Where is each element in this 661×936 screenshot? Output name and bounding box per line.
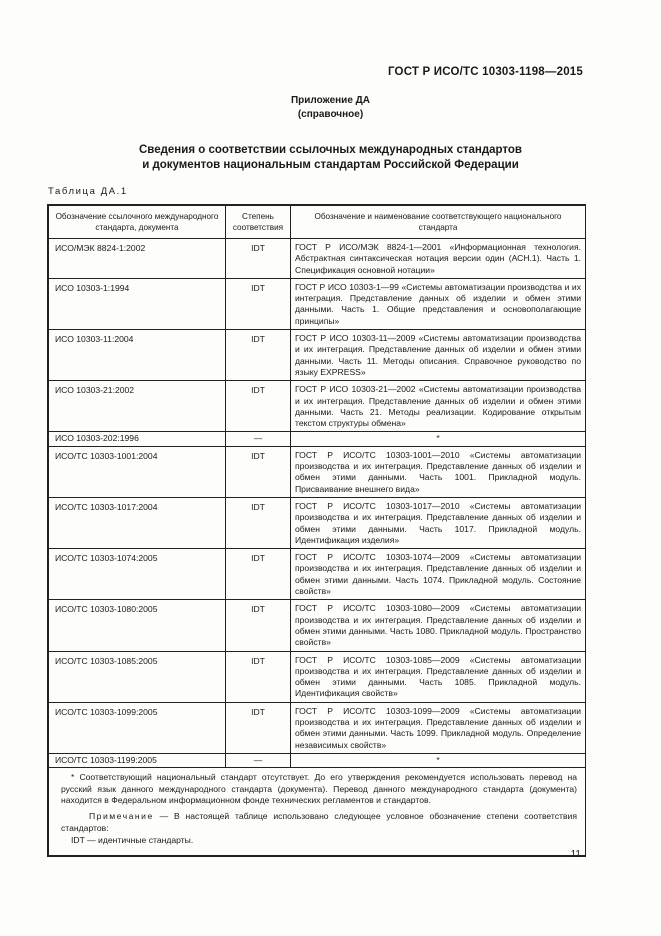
cell-national: ГОСТ Р ИСО/ТС 10303-1001—2010 «Системы автоматизации производства и их интеграция. Представление данных об изделии и обмен этими данными. Часть 1001. Прикладной модуль. Присваивание внешнего вида» [291, 446, 586, 497]
appendix-title: Приложение ДА [290, 95, 371, 106]
cell-national: * [291, 432, 586, 446]
table-body [49, 239, 586, 856]
correspondence-table [47, 204, 586, 857]
cell-degree: IDT [226, 497, 291, 548]
table-row [49, 381, 586, 432]
table-note [61, 811, 577, 834]
cell-degree: IDT [226, 381, 291, 432]
table-row [49, 702, 586, 753]
page-number: 11 [570, 849, 581, 860]
table-row [49, 239, 586, 279]
note-idt-definition: IDT — идентичные стандарты. [71, 835, 194, 846]
table-row [49, 497, 586, 548]
table-row [49, 549, 586, 600]
cell-degree: IDT [226, 446, 291, 497]
cell-reference: ИСО 10303-21:2002 [49, 381, 226, 432]
cell-reference: ИСО/ТС 10303-1017:2004 [49, 497, 226, 548]
cell-national: * [291, 753, 586, 767]
cell-reference: ИСО/ТС 10303-1099:2005 [49, 702, 226, 753]
cell-degree: IDT [226, 651, 291, 702]
table-row [49, 278, 586, 329]
header-reference: Обозначение ссылочного международного стандарта, документа [49, 206, 226, 239]
cell-reference: ИСО 10303-202:1996 [49, 432, 226, 446]
table-header-row [49, 206, 586, 239]
note-label: Примечание [89, 811, 154, 822]
cell-national: ГОСТ Р ИСО/ТС 10303-1080—2009 «Системы автоматизации производства и их интеграция. Представление данных об изделии и обмен этими данными. Часть 1080. Прикладной модуль. Пространство свойств» [291, 600, 586, 651]
cell-reference: ИСО/ТС 10303-1199:2005 [49, 753, 226, 767]
cell-national: ГОСТ Р ИСО/ТС 10303-1017—2010 «Системы автоматизации производства и их интеграция. Представление данных об изделии и обмен этими данными. Часть 1017. Прикладной модуль. Идентификация изделия» [291, 497, 586, 548]
cell-reference: ИСО/ТС 10303-1001:2004 [49, 446, 226, 497]
cell-national: ГОСТ Р ИСО/ТС 10303-1085—2009 «Системы автоматизации производства и их интеграция. Представление данных об изделии и обмен этими данными. Часть 1085. Прикладной модуль. Идентификация свойств» [291, 651, 586, 702]
cell-national: ГОСТ Р ИСО/МЭК 8824-1—2001 «Информационная технология. Абстрактная синтаксическая нотация версии один (АСН.1). Часть 1. Спецификация основной нотации» [291, 239, 586, 279]
header-national: Обозначение и наименование соответствующего национального стандарта [291, 206, 586, 239]
table-label: Таблица ДА.1 [48, 186, 128, 197]
note-text: — В настоящей таблице использовано следующее условное обозначение степени соответствия стандартов: [61, 811, 577, 833]
appendix-heading [0, 94, 661, 122]
table-row [49, 330, 586, 381]
cell-reference: ИСО 10303-11:2004 [49, 330, 226, 381]
cell-reference: ИСО 10303-1:1994 [49, 278, 226, 329]
cell-degree: — [226, 432, 291, 446]
table-footer-row [49, 768, 586, 855]
table-row [49, 651, 586, 702]
table-row [49, 432, 586, 446]
table-footnote-block [49, 768, 585, 854]
cell-reference: ИСО/ТС 10303-1080:2005 [49, 600, 226, 651]
section-title-line2: и документов национальным стандартам Российской Федерации [142, 159, 519, 171]
header-degree: Степень соответствия [226, 206, 291, 239]
table-row [49, 753, 586, 767]
table-row [49, 600, 586, 651]
section-title [0, 143, 661, 173]
cell-degree: IDT [226, 239, 291, 279]
cell-reference: ИСО/МЭК 8824-1:2002 [49, 239, 226, 279]
cell-national: ГОСТ Р ИСО/ТС 10303-1099—2009 «Системы автоматизации производства и их интеграция. Представление данных об изделии и обмен этими данными. Часть 1099. Прикладной модуль. Определение независимых свойств» [291, 702, 586, 753]
cell-national: ГОСТ Р ИСО 10303-1—99 «Системы автоматизации производства и их интеграция. Представление данных об изделии и обмен этими данными. Часть 1. Общие представления и основополагающие принципы» [291, 278, 586, 329]
cell-degree: IDT [226, 278, 291, 329]
appendix-status: (справочное) [297, 109, 364, 120]
cell-degree: IDT [226, 702, 291, 753]
cell-degree: IDT [226, 330, 291, 381]
cell-national: ГОСТ Р ИСО/ТС 10303-1074—2009 «Системы автоматизации производства и их интеграция. Представление данных об изделии и обмен этими данными. Часть 1074. Прикладной модуль. Состояние свойств» [291, 549, 586, 600]
cell-national: ГОСТ Р ИСО 10303-11—2009 «Системы автоматизации производства и их интеграция. Представление данных об изделии и обмен этими данными. Часть 11. Методы описания. Справочное руководство по языку EXPRESS» [291, 330, 586, 381]
cell-reference: ИСО/ТС 10303-1085:2005 [49, 651, 226, 702]
section-title-line1: Сведения о соответствии ссылочных международных стандартов [138, 144, 522, 156]
cell-degree: — [226, 753, 291, 767]
cell-reference: ИСО/ТС 10303-1074:2005 [49, 549, 226, 600]
cell-degree: IDT [226, 549, 291, 600]
cell-national: ГОСТ Р ИСО 10303-21—2002 «Системы автоматизации производства и их интеграция. Представление данных об изделии и обмен этими данными. Часть 21. Методы реализации. Кодирование открытым текстом структуры обмена» [291, 381, 586, 432]
cell-degree: IDT [226, 600, 291, 651]
document-code: ГОСТ Р ИСО/ТС 10303-1198—2015 [387, 66, 583, 78]
table-row [49, 446, 586, 497]
footnote-text: * Соответствующий национальный стандарт отсутствует. До его утверждения рекомендуется использовать перевод на русский язык данного международного стандарта (документа). Перевод данного международного стандарта (документа) находится в Федеральном информационном фонде технических регламентов и стандартов. [61, 772, 577, 805]
